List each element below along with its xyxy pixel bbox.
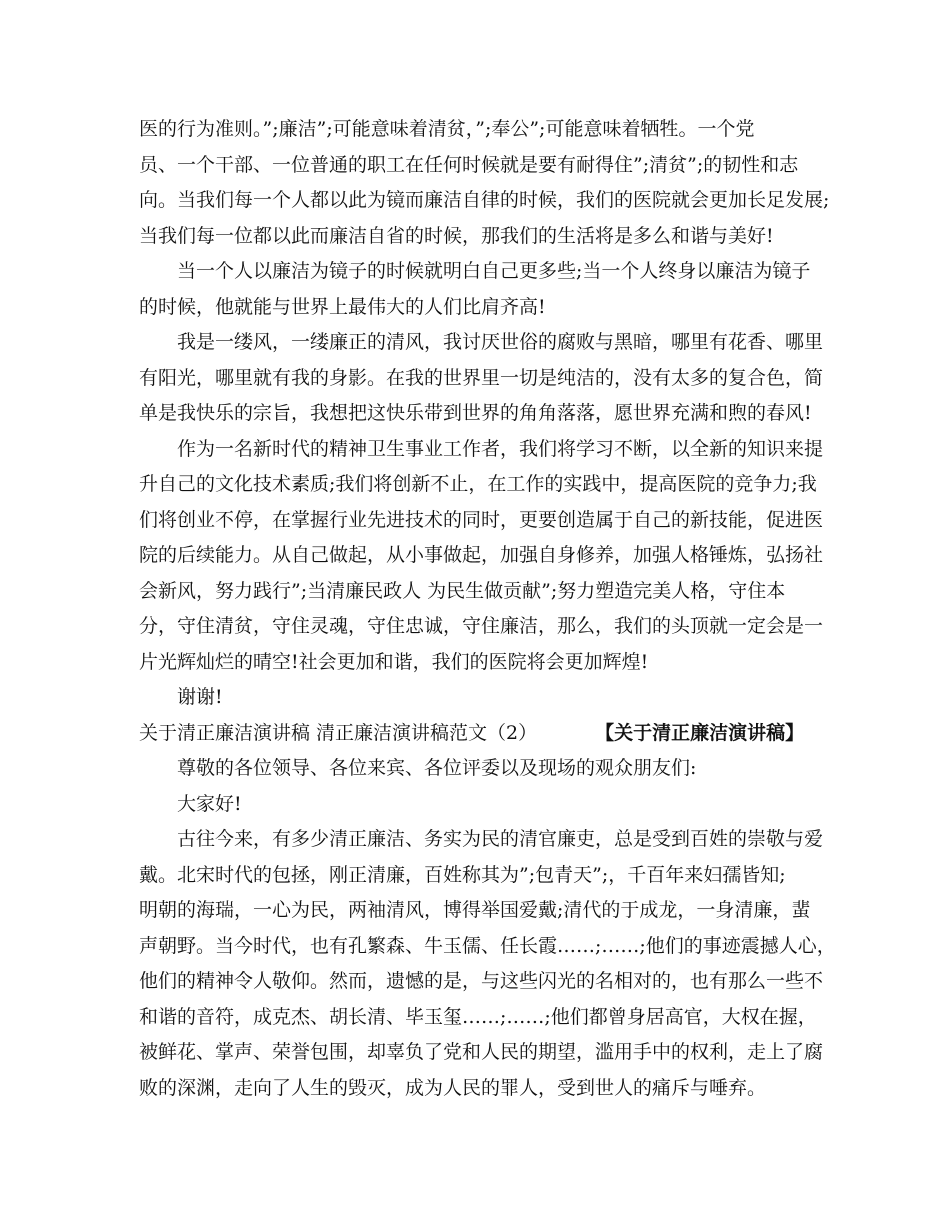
text-line: 们将创业不停，在掌握行业先进技术的同时，更要创造属于自己的新技能，促进医 bbox=[139, 508, 824, 531]
text-line: 他们的精神令人敬仰。然而，遗憾的是，与这些闪光的名相对的，也有那么一些不 bbox=[139, 970, 824, 992]
paragraph-4 bbox=[139, 432, 824, 681]
paragraph-1 bbox=[139, 112, 830, 254]
greeting-line: 尊敬的各位领导、各位来宾、各位评委以及现场的观众朋友们: bbox=[177, 757, 697, 779]
text-line: 声朝野。当今时代，也有孔繁森、牛玉儒、任长霞……;……;他们的事迹震撼人心， bbox=[139, 934, 836, 957]
text-line: 作为一名新时代的精神卫生事业工作者，我们将学习不断，以全新的知识来提 bbox=[177, 437, 824, 460]
text-line: 单是我快乐的宗旨，我想把这快乐带到世界的角角落落，愿世界充满和煦的春风! bbox=[139, 402, 812, 424]
text-line: 我是一缕风，一缕廉正的清风，我讨厌世俗的腐败与黑暗，哪里有花香、哪里 bbox=[177, 331, 824, 353]
paragraph-2 bbox=[139, 254, 819, 325]
hello-line: 大家好! bbox=[177, 792, 242, 815]
text-line: 古往今来，有多少清正廉洁、务实为民的清官廉吏，总是受到百姓的崇敬与爱 bbox=[177, 828, 824, 850]
document-body bbox=[139, 112, 836, 1106]
paragraph-5 bbox=[139, 822, 836, 1106]
text-line: 和谐的音符，成克杰、胡长清、毕玉玺……;……;他们都曾身居高官，大权在握， bbox=[139, 1005, 817, 1028]
thanks-line: 谢谢! bbox=[177, 686, 223, 708]
text-line: 被鲜花、掌声、荣誉包围，却辜负了党和人民的期望，滥用手中的权利，走上了腐 bbox=[139, 1041, 824, 1063]
text-line: 分，守住清贫，守住灵魂，守住忠诚，守住廉洁，那么，我们的头顶就一定会是一 bbox=[139, 615, 824, 637]
section-heading-title: 关于清正廉洁演讲稿 清正廉洁演讲稿范文（2） bbox=[139, 721, 538, 744]
section-heading bbox=[139, 716, 819, 752]
text-line: 员、一个干部、一位普通的职工在任何时候就是要有耐得住”;清贫”;的韧性和志 bbox=[139, 153, 799, 176]
paragraph-3 bbox=[139, 325, 824, 432]
text-line: 戴。北宋时代的包拯，刚正清廉，百姓称其为”;包青天”;，千百年来妇孺皆知; bbox=[139, 863, 786, 886]
text-line: 医的行为准则。”;廉洁”;可能意味着清贫，”;奉公”;可能意味着牺牲。一个党 bbox=[139, 118, 755, 140]
text-line: 的时候，他就能与世界上最伟大的人们比肩齐高! bbox=[139, 295, 546, 318]
text-line: 有阳光，哪里就有我的身影。在我的世界里一切是纯洁的，没有太多的复合色，简 bbox=[139, 366, 824, 389]
text-line: 败的深渊，走向了人生的毁灭，成为人民的罪人，受到世人的痛斥与唾弃。 bbox=[139, 1076, 767, 1099]
text-line: 当一个人以廉洁为镜子的时候就明白自己更多些;当一个人终身以廉洁为镜子 bbox=[177, 260, 811, 282]
text-line: 会新风，努力践行”;当清廉民政人 为民生做贡献”;努力塑造完美人格，守住本 bbox=[139, 579, 786, 602]
section-heading-tag: 【关于清正廉洁演讲稿】 bbox=[595, 721, 805, 744]
text-line: 明朝的海瑞，一心为民，两袖清风，博得举国爱戴;清代的于成龙，一身清廉，蜚 bbox=[139, 899, 811, 921]
text-line: 片光辉灿烂的晴空!社会更加和谐，我们的医院将会更加辉煌! bbox=[139, 650, 649, 673]
text-line: 院的后续能力。从自己做起，从小事做起，加强自身修养，加强人格锤炼，弘扬社 bbox=[139, 544, 824, 566]
text-line: 升自己的文化技术素质;我们将创新不止，在工作的实践中，提高医院的竞争力;我 bbox=[139, 473, 817, 495]
text-line: 当我们每一位都以此而廉洁自省的时候，那我们的生活将是多么和谐与美好! bbox=[139, 224, 774, 247]
text-line: 向。当我们每一个人都以此为镜而廉洁自律的时候，我们的医院就会更加长足发展; bbox=[139, 189, 830, 211]
